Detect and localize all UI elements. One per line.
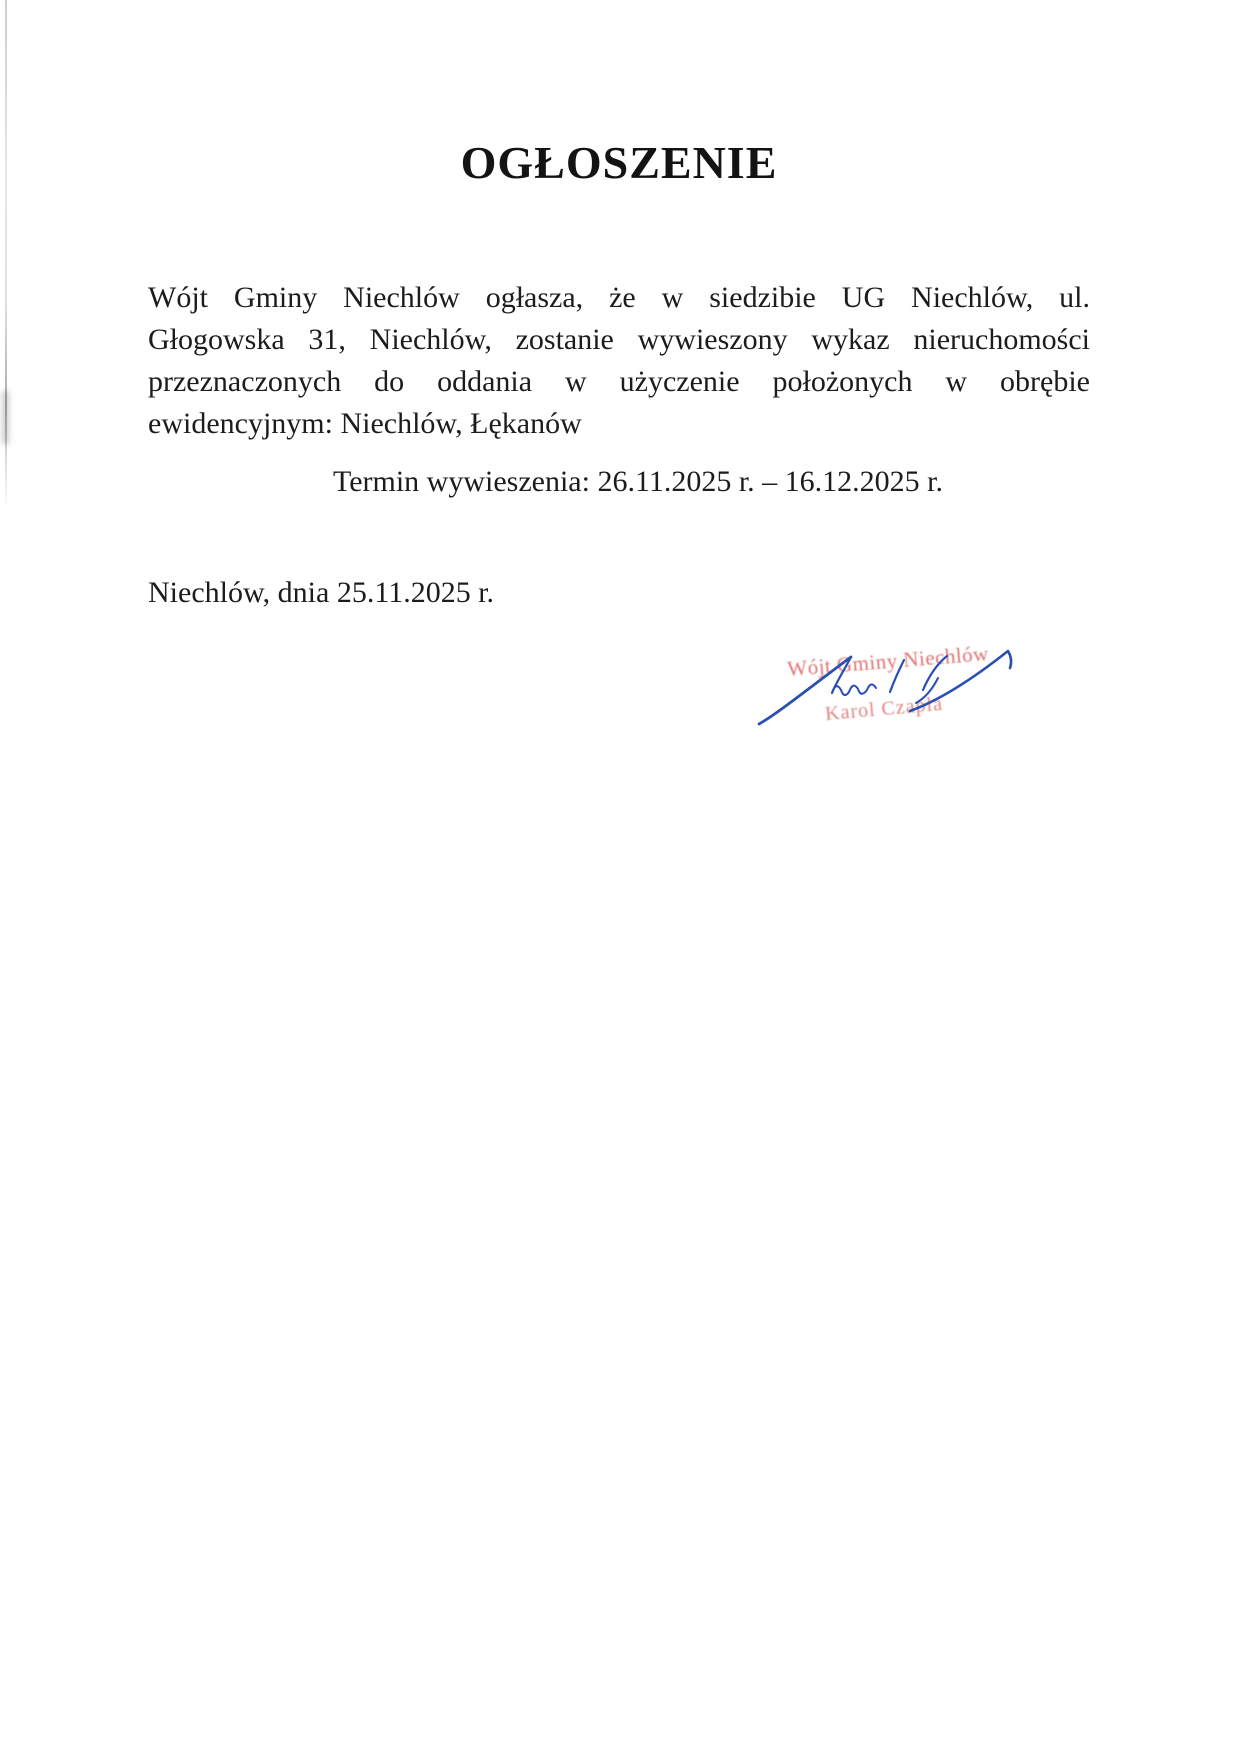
paragraph-line-2: Głogowska 31, Niechlów, zostanie wywieszony wykaz nieruchomości [148, 323, 1090, 356]
signature-stroke-flick [910, 651, 1011, 711]
scan-artifact-smudge [2, 390, 9, 445]
stamp-role-text: Wójt Gminy Niechlów [786, 641, 990, 681]
paragraph-line-1: Wójt Gminy Niechlów ogłasza, że w siedzibie UG Niechlów, ul. [148, 281, 1090, 314]
signature-stroke-main [759, 657, 851, 724]
announcement-paragraph [148, 277, 1090, 445]
place-date-line: Niechlów, dnia 25.11.2025 r. [148, 576, 495, 609]
paragraph-line-4: ewidencyjnym: Niechlów, Łękanów [148, 407, 582, 440]
handwritten-signature [755, 638, 1023, 740]
paragraph-line-3: przeznaczonych do oddania w użyczenie położonych w obrębie [148, 365, 1090, 398]
signature-stroke-humps [832, 684, 876, 695]
document-title: OGŁOSZENIE [460, 137, 778, 188]
signature-stamp-block [755, 638, 1023, 740]
stamp-name-text: Karol Czapla [824, 692, 944, 726]
signature-stroke-slash [890, 660, 904, 692]
display-period-line: Termin wywieszenia: 26.11.2025 r. – 16.12.2025 r. [332, 465, 944, 498]
